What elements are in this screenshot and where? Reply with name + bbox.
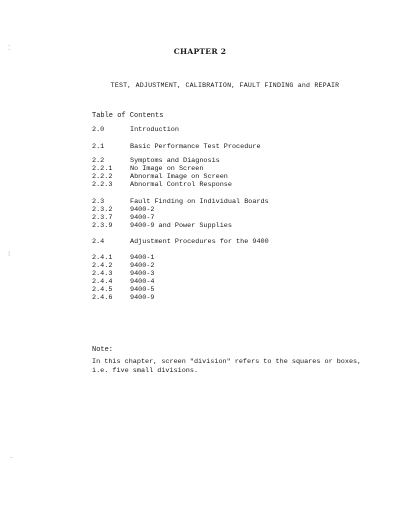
toc-entry-title: No Image on Screen — [130, 165, 204, 173]
toc-entry-number: 2.3.9 — [92, 222, 113, 230]
toc-entry-title: Adjustment Procedures for the 9400 — [130, 238, 269, 246]
toc-entry-title: 9400-9 and Power Supplies — [130, 222, 232, 230]
toc-entry-number: 2.4.1 — [92, 254, 113, 262]
toc-entry-title: Basic Performance Test Procedure — [130, 143, 261, 151]
toc-entry-title: 9400-3 — [130, 270, 155, 278]
toc-entry-number: 2.4.3 — [92, 270, 113, 278]
toc-entry-number: 2.0 — [92, 126, 105, 134]
toc-heading: Table of Contents — [92, 112, 164, 120]
toc-entry-title: 9400-7 — [130, 214, 155, 222]
scan-mark: ⁚ — [8, 44, 11, 52]
toc-entry-number: 2.2.3 — [92, 181, 113, 189]
toc-entry-number: 2.2.2 — [92, 173, 113, 181]
note-body — [92, 358, 382, 376]
toc-entry-title: 9400-5 — [130, 286, 155, 294]
note-line: i.e. five small divisions. — [92, 367, 199, 375]
toc-entry-title: Fault Finding on Individual Boards — [130, 198, 269, 206]
toc-entry-title: 9400-9 — [130, 294, 155, 302]
toc-entry-title: Introduction — [130, 126, 179, 134]
scan-mark: · — [10, 454, 13, 462]
toc-entry-number: 2.2 — [92, 157, 105, 165]
chapter-title: CHAPTER 2 — [173, 47, 227, 56]
toc-entry-number: 2.4.2 — [92, 262, 113, 270]
note-label: Note: — [92, 346, 114, 354]
toc-entry-title: 9400-4 — [130, 278, 155, 286]
note-line: In this chapter, screen "division" refers to the squares or boxes, — [92, 358, 362, 366]
toc-entry-title: 9400-2 — [130, 206, 155, 214]
scan-mark: ⁝ — [8, 250, 11, 258]
toc-entry-number: 2.1 — [92, 143, 105, 151]
toc-entry-title: 9400-2 — [130, 262, 155, 270]
toc-entry-title: Symptoms and Diagnosis — [130, 157, 220, 165]
toc-entry-number: 2.4.4 — [92, 278, 113, 286]
toc-entry-number: 2.3 — [92, 198, 105, 206]
toc-entry-number: 2.4 — [92, 238, 105, 246]
toc-entry-number: 2.4.6 — [92, 294, 113, 302]
toc-entry-number: 2.2.1 — [92, 165, 113, 173]
toc-entry-title: Abnormal Control Response — [130, 181, 232, 189]
toc-entry-title: Abnormal Image on Screen — [130, 173, 228, 181]
toc-entry-number: 2.4.5 — [92, 286, 113, 294]
toc-entry-number: 2.3.7 — [92, 214, 113, 222]
chapter-subtitle: TEST, ADJUSTMENT, CALIBRATION, FAULT FINDING and REPAIR — [110, 82, 340, 89]
toc-entry-title: 9400-1 — [130, 254, 155, 262]
toc-entry-number: 2.3.2 — [92, 206, 113, 214]
